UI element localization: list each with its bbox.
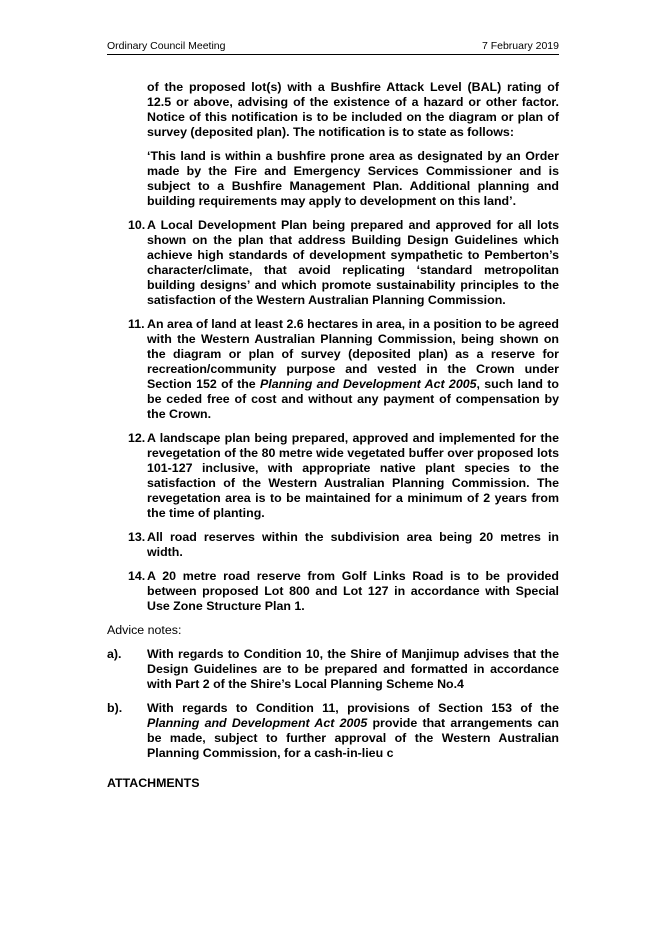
attachments-heading: ATTACHMENTS <box>107 776 200 790</box>
intro-paragraph: of the proposed lot(s) with a Bushfire Attack Level (BAL) rating of 12.5 or above, advising of the existence of a hazard or other factor. Notice of this notification is to be included on the diagram or plan of survey (deposited plan). The notification is to state as follows: <box>147 80 559 139</box>
condition-13 <box>107 530 559 560</box>
document-body <box>107 80 559 791</box>
condition-number: 12. <box>128 431 146 445</box>
condition-10 <box>107 218 559 308</box>
note-text: With regards to Condition 11, provisions of Section 153 of the <box>147 701 559 715</box>
notification-quote: ‘This land is within a bushfire prone area as designated by an Order made by the Fire and Emergency Services Commissioner and is subject to a Bushfire Management Plan. Additional planning and building requirements may apply to development on this land’. <box>147 149 559 208</box>
act-title: Planning and Development Act 2005 <box>260 377 477 391</box>
condition-number: 10. <box>128 218 146 232</box>
note-label: b). <box>107 701 123 715</box>
condition-14 <box>107 569 559 614</box>
page-header <box>107 40 559 55</box>
note-text-end: provide that arrangements can be made, subject to further approval of the Western Australian Planning Commission, for a cash-in-lieu c <box>147 716 559 760</box>
condition-text: All road reserves within the subdivision area being 20 metres in width. <box>147 530 559 559</box>
condition-text-end: , such land to be ceded free of cost and without any payment of compensation by the Crown. <box>147 377 559 421</box>
condition-11 <box>107 317 559 422</box>
condition-text: A 20 metre road reserve from Golf Links Road is to be provided between proposed Lot 800 and Lot 127 in accordance with Special Use Zone Structure Plan 1. <box>147 569 559 613</box>
act-title: Planning and Development Act 2005 <box>147 716 368 730</box>
condition-number: 14. <box>128 569 146 583</box>
condition-text: A landscape plan being prepared, approved and implemented for the revegetation of the 80 metre wide vegetated buffer over proposed lots 101-127 inclusive, with appropriate native plant species to the satisfaction of the Western Australian Planning Commission. The revegetation area is to be maintained for a minimum of 2 years from the time of planting. <box>147 431 559 520</box>
condition-text: A Local Development Plan being prepared and approved for all lots shown on the plan that address Building Design Guidelines which achieve high standards of development sympathetic to Pemberton’s character/climate, that avoid replicating ‘standard metropolitan building designs’ and which promote sustainability principles to the satisfaction of the Western Australian Planning Commission. <box>147 218 559 307</box>
condition-number: 13. <box>128 530 146 544</box>
advice-heading: Advice notes: <box>107 623 182 637</box>
condition-text: An area of land at least 2.6 hectares in area, in a position to be agreed with the Western Australian Planning Commission, being shown on the diagram or plan of survey (deposited plan) as a reserve for recreation/community purpose and vested in the Crown under Section 152 of the <box>147 317 559 391</box>
advice-note-a <box>107 647 559 692</box>
meeting-title: Ordinary Council Meeting <box>107 40 226 52</box>
note-text: With regards to Condition 10, the Shire of Manjimup advises that the Design Guidelines are to be prepared and formatted in accordance with Part 2 of the Shire’s Local Planning Scheme No.4 <box>147 647 559 691</box>
advice-note-b <box>107 701 559 761</box>
condition-12 <box>107 431 559 521</box>
condition-number: 11. <box>128 317 145 331</box>
meeting-date: 7 February 2019 <box>481 40 559 52</box>
note-label: a). <box>107 647 122 661</box>
